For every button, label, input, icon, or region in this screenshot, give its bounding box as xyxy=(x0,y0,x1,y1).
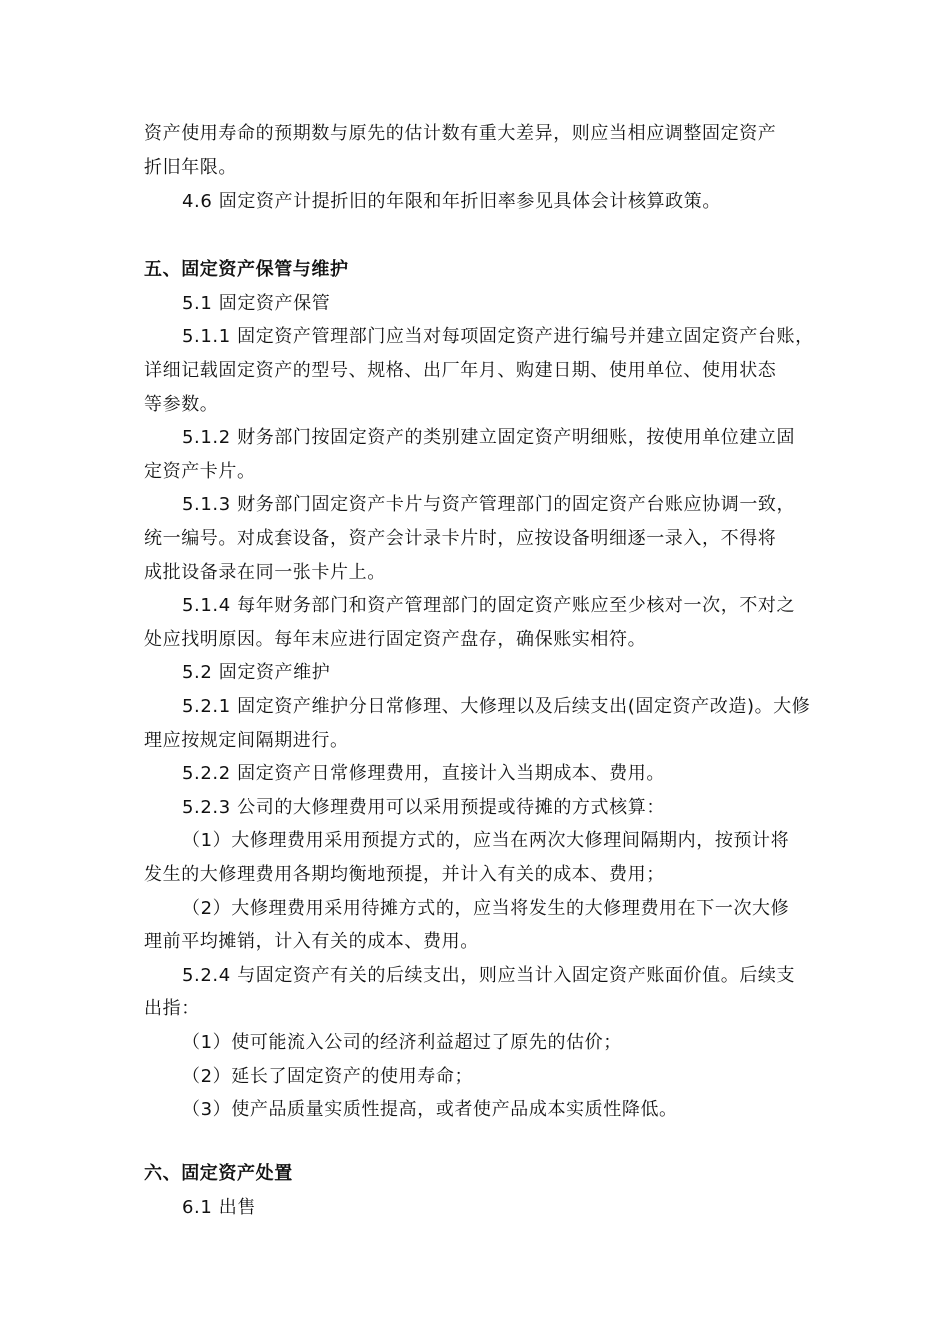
paragraph-line: 定资产卡片。 xyxy=(144,461,256,482)
list-item-line: 理前平均摊销，计入有关的成本、费用。 xyxy=(144,931,479,952)
paragraph-line: 资产使用寿命的预期数与原先的估计数有重大差异，则应当相应调整固定资产 xyxy=(144,123,777,144)
paragraph-line: 等参数。 xyxy=(144,394,219,415)
list-item-line: （3）使产品质量实质性提高，或者使产品成本实质性降低。 xyxy=(182,1099,678,1120)
list-item-line: 发生的大修理费用各期均衡地预提，并计入有关的成本、费用； xyxy=(144,864,665,885)
paragraph-line: 处应找明原因。每年末应进行固定资产盘存，确保账实相符。 xyxy=(144,629,647,650)
paragraph-line: 4.6 固定资产计提折旧的年限和年折旧率参见具体会计核算政策。 xyxy=(182,191,721,212)
section-heading: 五、固定资产保管与维护 xyxy=(144,259,349,280)
paragraph-line: 统一编号。对成套设备，资产会计录卡片时，应按设备明细逐一录入，不得将 xyxy=(144,528,777,549)
paragraph-line: 5.2.3 公司的大修理费用可以采用预提或待摊的方式核算： xyxy=(182,797,665,818)
paragraph-line: 5.2.2 固定资产日常修理费用，直接计入当期成本、费用。 xyxy=(182,763,665,784)
subsection-heading: 5.2 固定资产维护 xyxy=(182,662,331,683)
list-item-line: （1）大修理费用采用预提方式的，应当在两次大修理间隔期内，按预计将 xyxy=(182,830,790,851)
paragraph-line: 5.1.2 财务部门按固定资产的类别建立固定资产明细账，按使用单位建立固 xyxy=(182,427,796,448)
paragraph-line: 成批设备录在同一张卡片上。 xyxy=(144,562,386,583)
paragraph-line: 5.1.1 固定资产管理部门应当对每项固定资产进行编号并建立固定资产台账， xyxy=(182,326,814,347)
paragraph-line: 出指： xyxy=(144,998,200,1019)
paragraph-line: 5.2.1 固定资产维护分日常修理、大修理以及后续支出(固定资产改造)。大修 xyxy=(182,696,811,717)
list-item-line: （2）延长了固定资产的使用寿命； xyxy=(182,1066,474,1087)
paragraph-line: 详细记载固定资产的型号、规格、出厂年月、购建日期、使用单位、使用状态 xyxy=(144,360,777,381)
list-item-line: （1）使可能流入公司的经济利益超过了原先的估价； xyxy=(182,1032,622,1053)
paragraph-line: 折旧年限。 xyxy=(144,157,237,178)
subsection-heading: 5.1 固定资产保管 xyxy=(182,293,331,314)
section-heading: 六、固定资产处置 xyxy=(144,1163,293,1184)
list-item-line: （2）大修理费用采用待摊方式的，应当将发生的大修理费用在下一次大修 xyxy=(182,898,790,919)
paragraph-line: 理应按规定间隔期进行。 xyxy=(144,730,349,751)
subsection-heading: 6.1 出售 xyxy=(182,1197,256,1218)
paragraph-line: 5.1.3 财务部门固定资产卡片与资产管理部门的固定资产台账应协调一致， xyxy=(182,494,796,515)
paragraph-line: 5.2.4 与固定资产有关的后续支出，则应当计入固定资产账面价值。后续支 xyxy=(182,965,796,986)
paragraph-line: 5.1.4 每年财务部门和资产管理部门的固定资产账应至少核对一次，不对之 xyxy=(182,595,796,616)
